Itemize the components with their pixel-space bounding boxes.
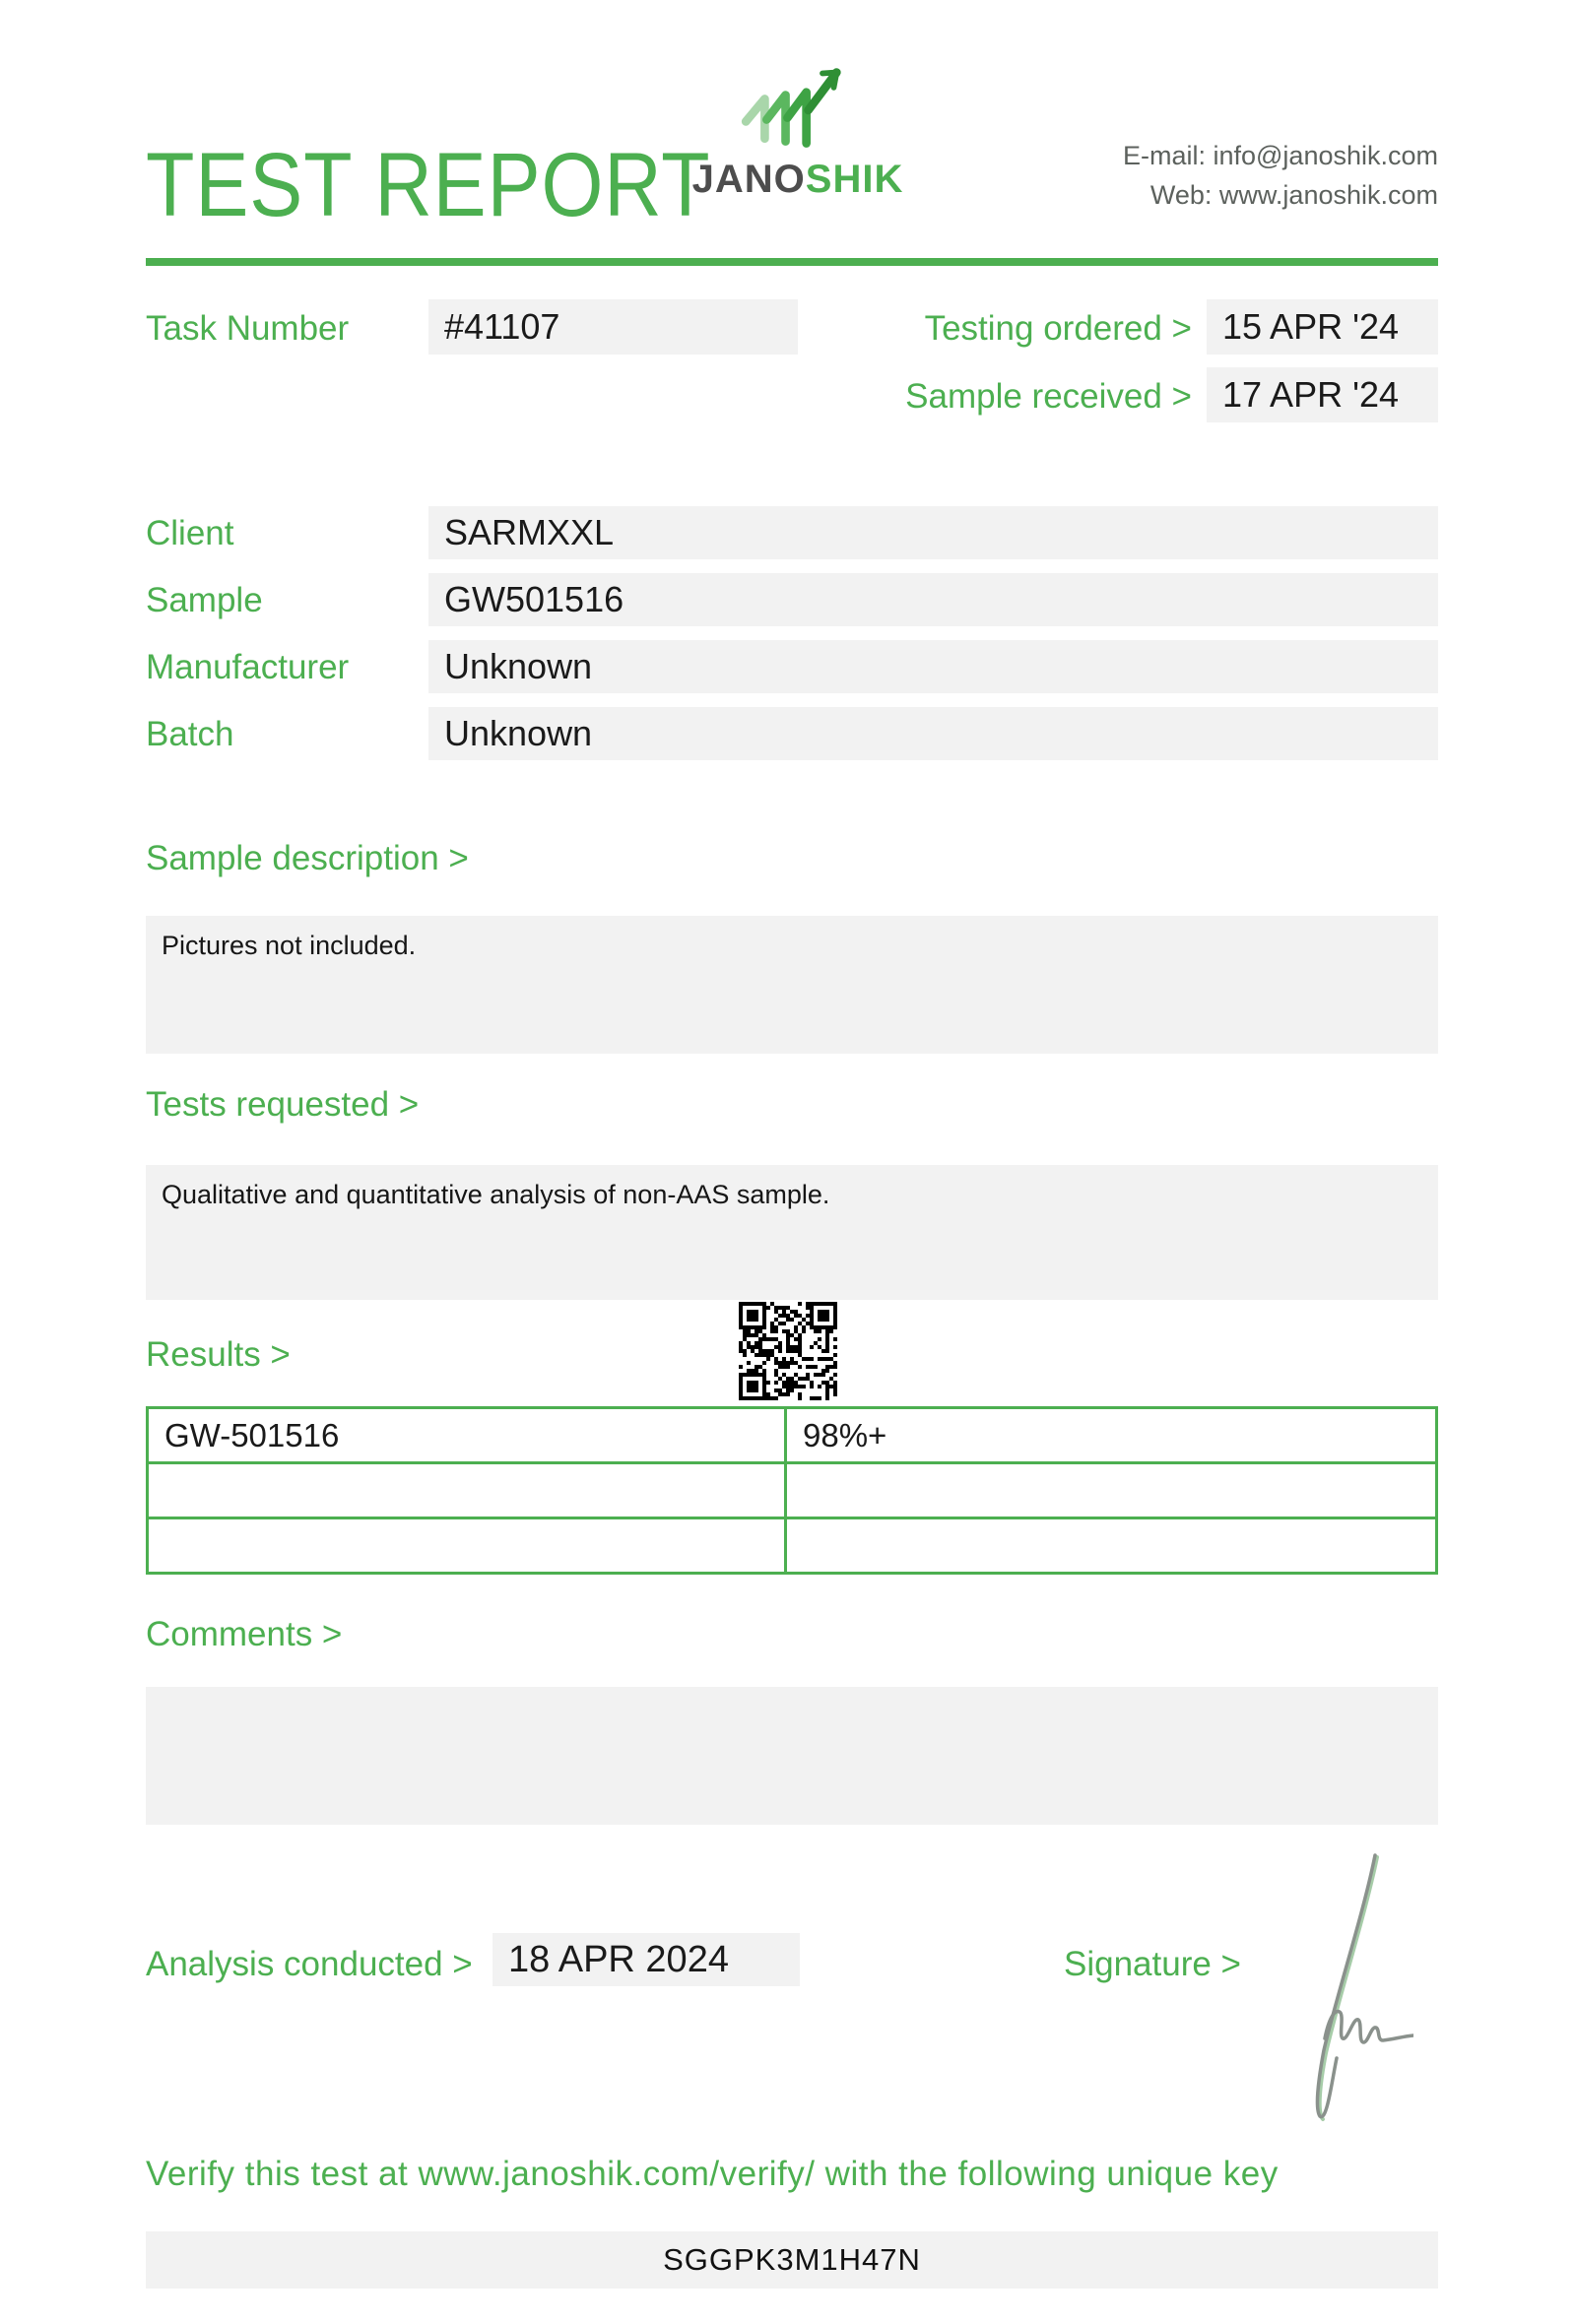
results-table [146, 1406, 1438, 1575]
task-number-value: #41107 [428, 299, 798, 355]
signature-label: Signature > [1064, 1945, 1241, 1983]
task-number-label: Task Number [146, 309, 350, 348]
sample-label: Sample [146, 581, 263, 619]
analysis-conducted-label: Analysis conducted > [146, 1945, 473, 1983]
result-name-cell: GW-501516 [149, 1409, 787, 1461]
result-value-cell [787, 1464, 1435, 1517]
contact-info [985, 136, 1438, 215]
result-value-cell [787, 1519, 1435, 1572]
batch-value: Unknown [428, 707, 1438, 760]
result-name-cell [149, 1464, 787, 1517]
brand-wordmark [680, 158, 916, 202]
comments-heading: Comments > [146, 1615, 343, 1653]
handwritten-signature [1276, 1849, 1413, 2140]
sample-description-box: Pictures not included. [146, 916, 1438, 1054]
result-name-cell [149, 1519, 787, 1572]
email-label: E-mail: [1122, 141, 1206, 170]
client-label: Client [146, 514, 234, 552]
batch-label: Batch [146, 715, 234, 753]
analysis-date-value: 18 APR 2024 [492, 1933, 800, 1986]
testing-ordered-label: Testing ordered > [924, 309, 1192, 348]
verify-instruction: Verify this test at www.janoshik.com/verify/ with the following unique key [146, 2155, 1279, 2193]
results-heading: Results > [146, 1335, 291, 1374]
sample-received-value: 17 APR '24 [1207, 367, 1438, 422]
manufacturer-value: Unknown [428, 640, 1438, 693]
brand-wordmark-jano: JANO [691, 158, 806, 201]
qr-code [739, 1302, 837, 1400]
verify-key: SGGPK3M1H47N [146, 2231, 1438, 2289]
comments-box [146, 1687, 1438, 1825]
results-table-row [149, 1461, 1435, 1517]
results-table-row [149, 1409, 1435, 1461]
sample-value: GW501516 [428, 573, 1438, 626]
tests-requested-box: Qualitative and quantitative analysis of non-AAS sample. [146, 1165, 1438, 1300]
page-title: TEST REPORT [146, 135, 711, 235]
sample-received-label: Sample received > [905, 377, 1192, 416]
results-table-row [149, 1517, 1435, 1572]
contact-web-line [985, 175, 1438, 215]
client-value: SARMXXL [428, 506, 1438, 559]
tests-requested-heading: Tests requested > [146, 1085, 420, 1124]
testing-ordered-value: 15 APR '24 [1207, 299, 1438, 355]
web-link[interactable]: www.janoshik.com [1218, 180, 1438, 210]
sample-description-heading: Sample description > [146, 839, 469, 877]
web-label: Web: [1149, 180, 1213, 210]
growth-chart-arrow-icon [734, 61, 862, 156]
manufacturer-label: Manufacturer [146, 648, 350, 686]
brand-wordmark-shik: SHIK [805, 158, 904, 201]
email-link[interactable]: info@janoshik.com [1213, 141, 1438, 170]
header-divider [146, 258, 1438, 266]
brand-logo [680, 61, 916, 202]
result-value-cell: 98%+ [803, 1417, 887, 1453]
contact-email-line [985, 136, 1438, 175]
